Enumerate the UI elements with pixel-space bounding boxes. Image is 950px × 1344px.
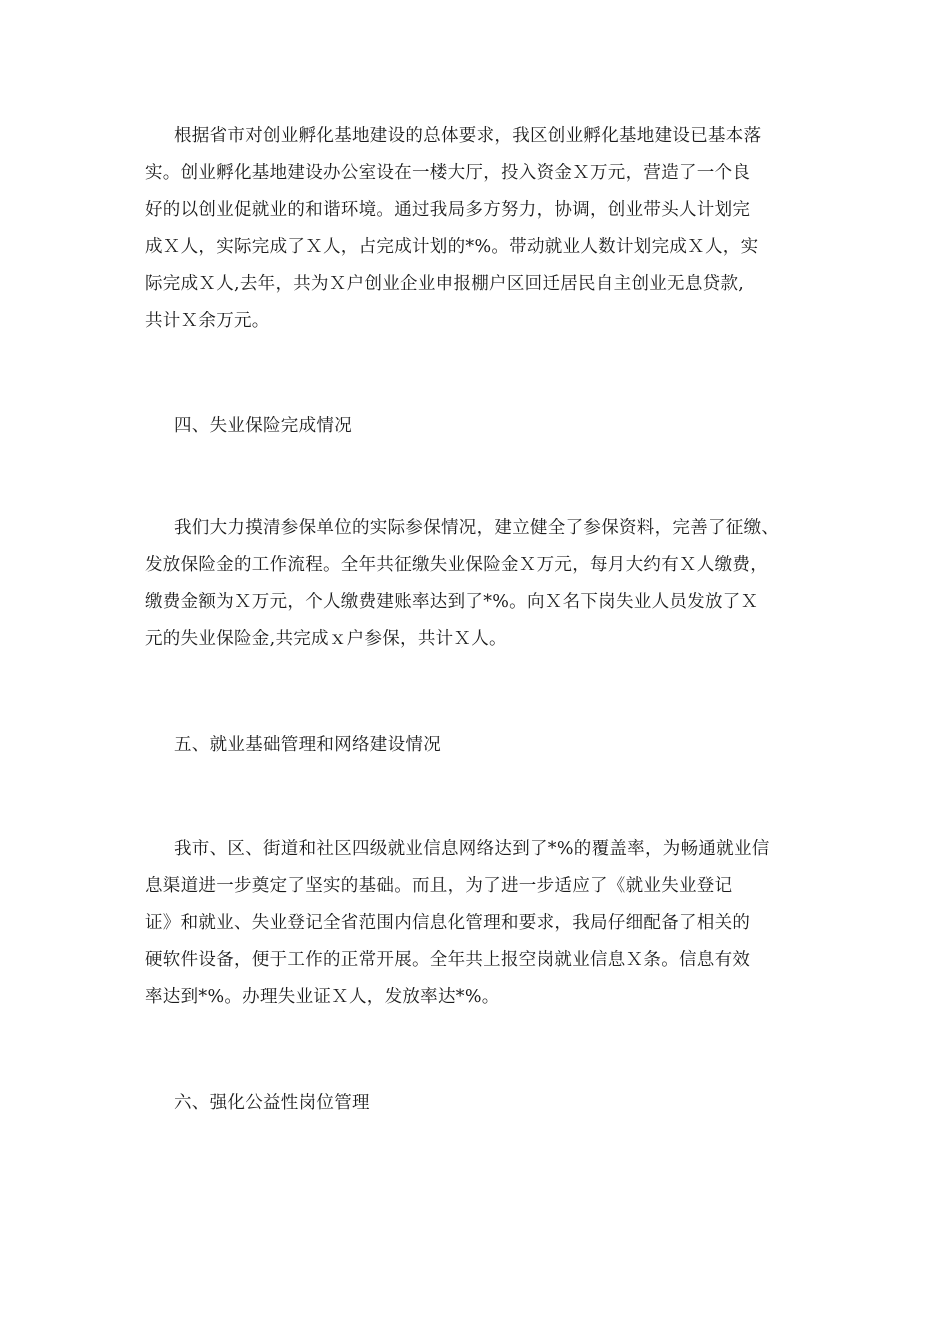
paragraph-line: 缴费金额为Ｘ万元，个人缴费建账率达到了*%。向Ｘ名下岗失业人员发放了Ｘ	[145, 592, 759, 612]
section-heading-employment-network: 五、就业基础管理和网络建设情况	[174, 735, 441, 755]
paragraph-line: 发放保险金的工作流程。全年共征缴失业保险金Ｘ万元，每月大约有Ｘ人缴费，	[145, 555, 768, 575]
paragraph-line: 际完成Ｘ人,去年，共为Ｘ户创业企业申报棚户区回迁居民自主创业无息贷款,	[145, 274, 745, 294]
section-heading-unemployment-insurance: 四、失业保险完成情况	[174, 416, 352, 436]
paragraph-line: 成Ｘ人，实际完成了Ｘ人，占完成计划的*%。带动就业人数计划完成Ｘ人，实	[145, 237, 759, 257]
paragraph-line: 息渠道进一步奠定了坚实的基础。而且，为了进一步适应了《就业失业登记	[145, 876, 733, 896]
paragraph-line: 我市、区、街道和社区四级就业信息网络达到了*%的覆盖率，为畅通就业信	[174, 839, 770, 859]
paragraph-line: 好的以创业促就业的和谐环境。通过我局多方努力，协调，创业带头人计划完	[145, 200, 751, 220]
paragraph-line: 我们大力摸清参保单位的实际参保情况，建立健全了参保资料，完善了征缴、	[174, 518, 780, 538]
paragraph-employment-network	[145, 831, 815, 1016]
paragraph-line: 证》和就业、失业登记全省范围内信息化管理和要求，我局仔细配备了相关的	[145, 913, 751, 933]
paragraph-line: 实。创业孵化基地建设办公室设在一楼大厅，投入资金Ｘ万元，营造了一个良	[145, 163, 751, 183]
section-heading-public-welfare-posts: 六、强化公益性岗位管理	[174, 1093, 370, 1113]
paragraph-line: 根据省市对创业孵化基地建设的总体要求，我区创业孵化基地建设已基本落	[174, 126, 762, 146]
paragraph-entrepreneurship-incubation	[145, 118, 815, 340]
paragraph-unemployment-insurance	[145, 510, 815, 658]
paragraph-line: 率达到*%。办理失业证Ｘ人，发放率达*%。	[145, 987, 500, 1007]
paragraph-line: 共计Ｘ余万元。	[145, 311, 270, 331]
paragraph-line: 硬软件设备，便于工作的正常开展。全年共上报空岗就业信息Ｘ条。信息有效	[145, 950, 751, 970]
paragraph-line: 元的失业保险金,共完成ｘ户参保，共计Ｘ人。	[145, 629, 507, 649]
